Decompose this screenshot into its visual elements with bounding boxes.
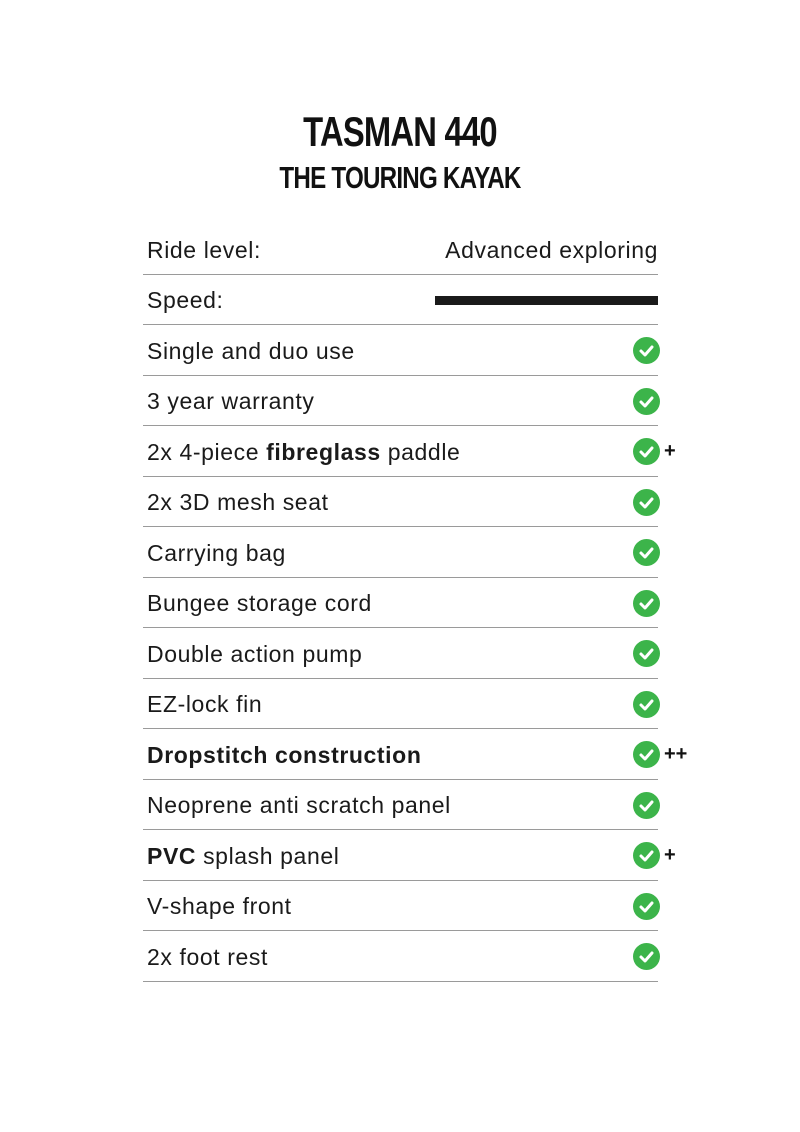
feature-label [147, 489, 329, 516]
feature-row [143, 376, 658, 427]
speed-meter [435, 275, 658, 325]
check-circle-icon [633, 691, 660, 718]
feature-label [147, 944, 268, 971]
feature-label-bold: Dropstitch construction [147, 741, 422, 768]
feature-label-text: paddle [380, 438, 461, 465]
product-title: TASMAN 440 [303, 108, 497, 155]
feature-row [143, 325, 658, 376]
feature-label-text: 3 year warranty [147, 388, 315, 414]
feature-label-text: 2x 4-piece [147, 438, 267, 465]
feature-row [143, 881, 658, 932]
ride-level-value: Advanced exploring [445, 236, 658, 263]
feature-label [147, 691, 262, 718]
feature-row [143, 729, 688, 780]
feature-label-text: Double action pump [147, 640, 363, 667]
check-circle-icon [633, 842, 660, 869]
spec-table [143, 224, 688, 982]
speed-label: Speed: [147, 287, 224, 313]
feature-label [147, 540, 286, 567]
check-circle-icon [633, 438, 660, 465]
feature-label-text: Bungee storage cord [147, 590, 372, 616]
check-circle-icon [633, 741, 660, 768]
feature-row [143, 477, 658, 528]
feature-row [143, 527, 658, 578]
feature-label-text: 2x foot rest [147, 943, 268, 970]
feature-list [143, 325, 688, 982]
feature-label-bold: PVC [147, 842, 197, 869]
spec-row-ride-level [143, 224, 658, 275]
spec-row-speed [143, 275, 658, 326]
feature-label [147, 388, 315, 415]
feature-label-text: Carrying bag [147, 539, 286, 566]
feature-label-text: V-shape front [147, 893, 292, 919]
feature-label [147, 893, 292, 920]
feature-label-text: Single and duo use [147, 337, 355, 364]
product-subtitle: THE TOURING KAYAK [279, 160, 521, 195]
feature-label [147, 742, 421, 769]
feature-label-text: EZ-lock fin [147, 691, 263, 717]
check-circle-icon [633, 640, 660, 667]
feature-row [143, 830, 676, 881]
ride-level-label: Ride level: [147, 236, 261, 263]
feature-row [143, 628, 658, 679]
feature-label-text: 2x 3D mesh seat [147, 489, 329, 515]
feature-label [147, 590, 372, 617]
feature-label [147, 338, 355, 365]
feature-row [143, 679, 658, 730]
upgrade-plus-mark: + [664, 844, 676, 866]
check-circle-icon [633, 943, 660, 970]
feature-row [143, 578, 658, 629]
upgrade-plus-mark: + [664, 440, 676, 462]
feature-label [147, 843, 339, 870]
check-circle-icon [633, 388, 660, 415]
feature-label [147, 439, 460, 466]
feature-label-text: splash panel [196, 842, 340, 869]
feature-label-text: Neoprene anti scratch panel [147, 792, 451, 818]
feature-label-bold: fibreglass [266, 438, 381, 465]
feature-label [147, 792, 451, 819]
check-circle-icon [633, 590, 660, 617]
check-circle-icon [633, 337, 660, 364]
feature-row [143, 780, 658, 831]
check-circle-icon [633, 539, 660, 566]
check-circle-icon [633, 893, 660, 920]
upgrade-plus-mark: ++ [664, 743, 688, 765]
feature-row [143, 931, 658, 982]
check-circle-icon [633, 489, 660, 516]
feature-label [147, 641, 362, 668]
check-circle-icon [633, 792, 660, 819]
feature-row [143, 426, 676, 477]
speed-meter-fill [435, 296, 658, 305]
